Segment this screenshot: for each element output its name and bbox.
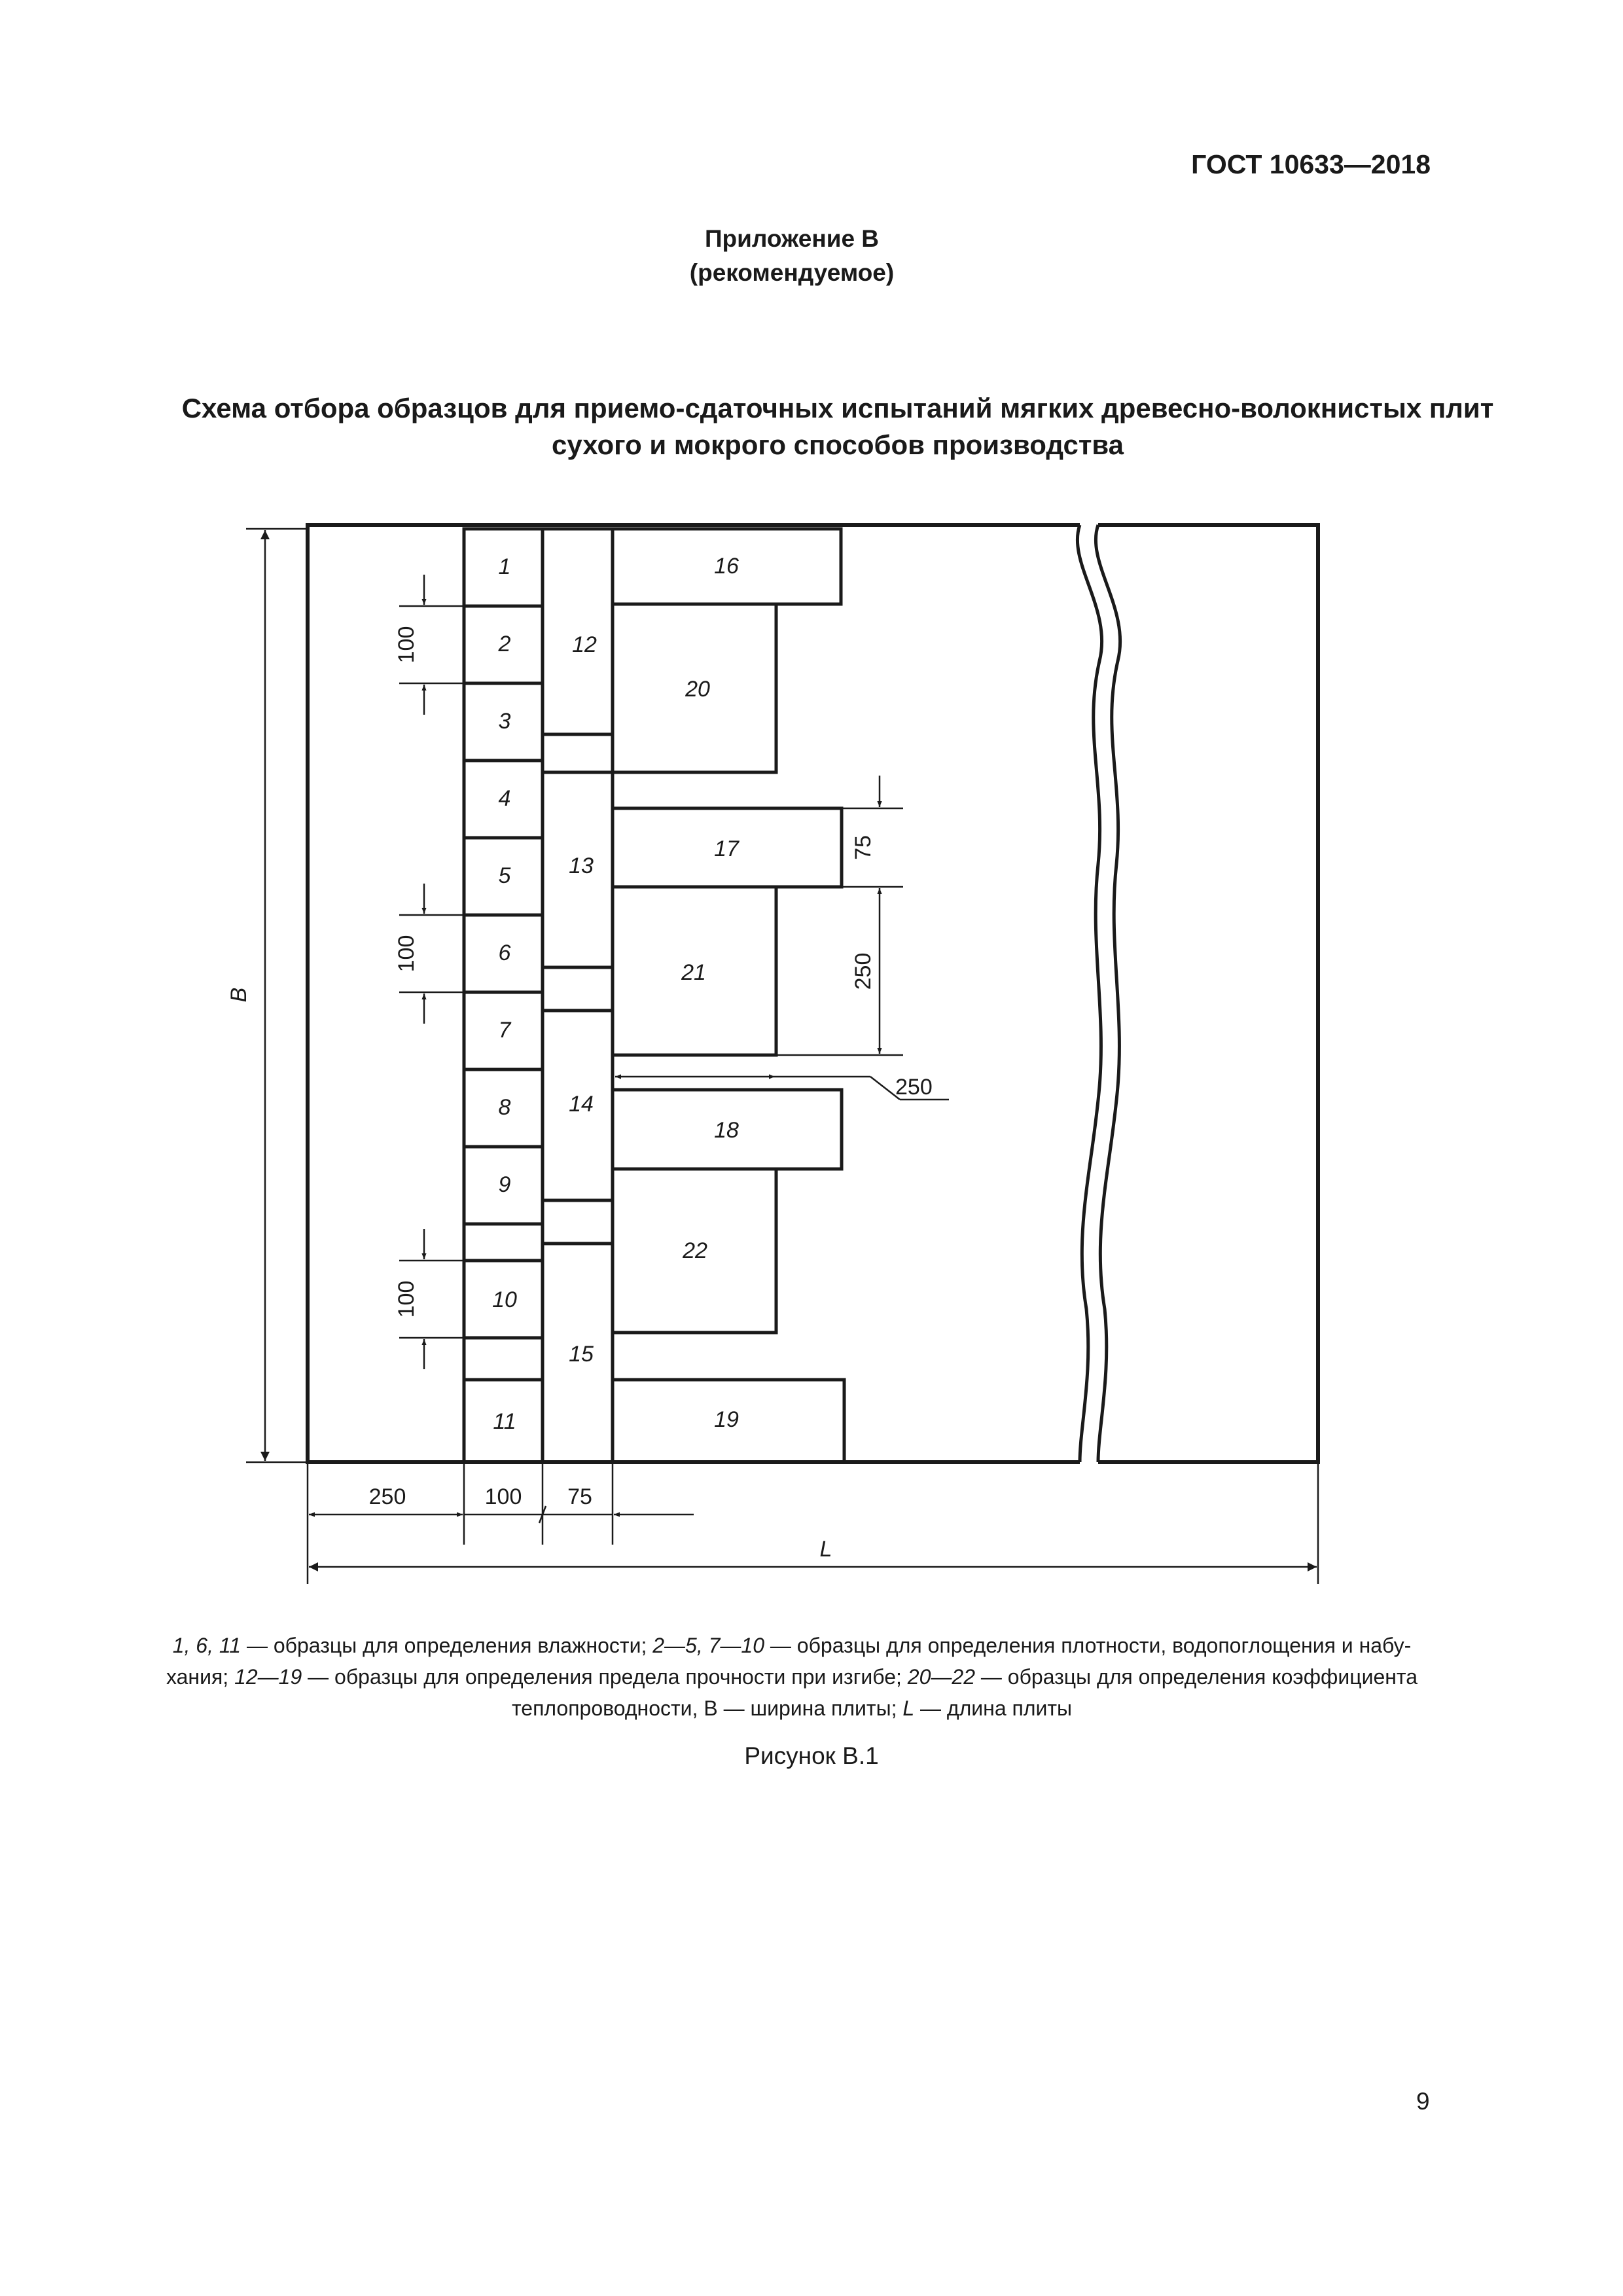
- moisture-density-column: [464, 529, 543, 1462]
- bending-strip-column: [543, 529, 613, 1462]
- figure-caption: Рисунок В.1: [744, 1742, 879, 1769]
- legend-density-text: — образцы для определения плотности, водопоглощения и набу-: [764, 1634, 1412, 1657]
- sample-label: 18: [714, 1118, 739, 1143]
- sample-label: 3: [498, 709, 511, 734]
- sample-label: 15: [569, 1342, 594, 1367]
- dim-label-edge-250: 250: [368, 1484, 406, 1509]
- break-line: [1077, 525, 1120, 1462]
- sample-label: 13: [569, 853, 594, 878]
- legend-length-text: — длина плиты: [914, 1696, 1073, 1720]
- sample-label: 19: [714, 1407, 739, 1432]
- dim-label-edge-75: 75: [567, 1484, 592, 1509]
- sample-label: 6: [498, 941, 511, 965]
- sample-label: 9: [498, 1172, 511, 1197]
- sample-label: 7: [498, 1018, 511, 1043]
- dim-label-edge-100: 100: [484, 1484, 522, 1509]
- dim-label-100: 100: [394, 935, 419, 973]
- legend-density-text-cont: хания;: [166, 1665, 235, 1689]
- sample-label: 4: [498, 786, 511, 811]
- dimension-lines: [246, 529, 1318, 1584]
- legend-bending-text: — образцы для определения предела прочности при изгибе;: [302, 1665, 908, 1689]
- sample-label: 5: [498, 863, 511, 888]
- sample-label: 2: [498, 632, 511, 656]
- legend-moisture-numbers: 1, 6, 11: [172, 1634, 241, 1657]
- legend-moisture-text: — образцы для определения влажности;: [241, 1634, 653, 1657]
- dim-label-75: 75: [851, 835, 876, 860]
- sample-label: 17: [714, 836, 739, 861]
- dim-label-length: L: [819, 1537, 832, 1562]
- document-title-line-1: Схема отбора образцов для приемо-сдаточных испытаний мягких древесно-волокнистых плит: [181, 393, 1494, 423]
- bending-and-thermal-samples: [613, 529, 844, 1462]
- dim-label-100: 100: [394, 626, 419, 664]
- dim-label-width: B: [226, 987, 251, 1003]
- sample-label: 11: [493, 1409, 516, 1434]
- sample-label: 10: [492, 1287, 517, 1312]
- figure-legend: [118, 1630, 1466, 1724]
- dim-label-250-horizontal: 250: [895, 1075, 933, 1100]
- dim-label-100: 100: [394, 1280, 419, 1318]
- legend-line: [118, 1693, 1466, 1724]
- sample-label: 20: [685, 677, 710, 702]
- sample-label: 14: [569, 1092, 594, 1117]
- dim-label-250-vertical: 250: [851, 952, 876, 990]
- legend-bending-numbers: 12—19: [234, 1665, 302, 1689]
- legend-line: [118, 1661, 1466, 1693]
- document-title-line-2: сухого и мокрого способов производства: [551, 429, 1124, 460]
- page-number: 9: [1416, 2088, 1430, 2115]
- sample-label: 22: [683, 1238, 707, 1263]
- sample-label: 21: [681, 960, 706, 985]
- sample-label: 1: [498, 554, 511, 579]
- sample-label: 8: [498, 1095, 511, 1120]
- appendix-status: (рекомендуемое): [689, 259, 895, 286]
- legend-thermal-text: — образцы для определения коэффициента: [974, 1665, 1418, 1689]
- appendix-title: Приложение В: [704, 225, 880, 252]
- legend-density-numbers: 2—5, 7—10: [652, 1634, 764, 1657]
- sample-label: 16: [714, 554, 739, 579]
- board-outline: [308, 525, 1318, 1462]
- standard-number: ГОСТ 10633—2018: [1191, 149, 1431, 179]
- sample-label: 12: [572, 632, 597, 657]
- legend-thermal-text-cont: теплопроводности, В — ширина плиты;: [511, 1696, 903, 1720]
- legend-length-symbol: L: [902, 1696, 915, 1720]
- legend-thermal-numbers: 20—22: [907, 1665, 975, 1689]
- legend-line: [118, 1630, 1466, 1661]
